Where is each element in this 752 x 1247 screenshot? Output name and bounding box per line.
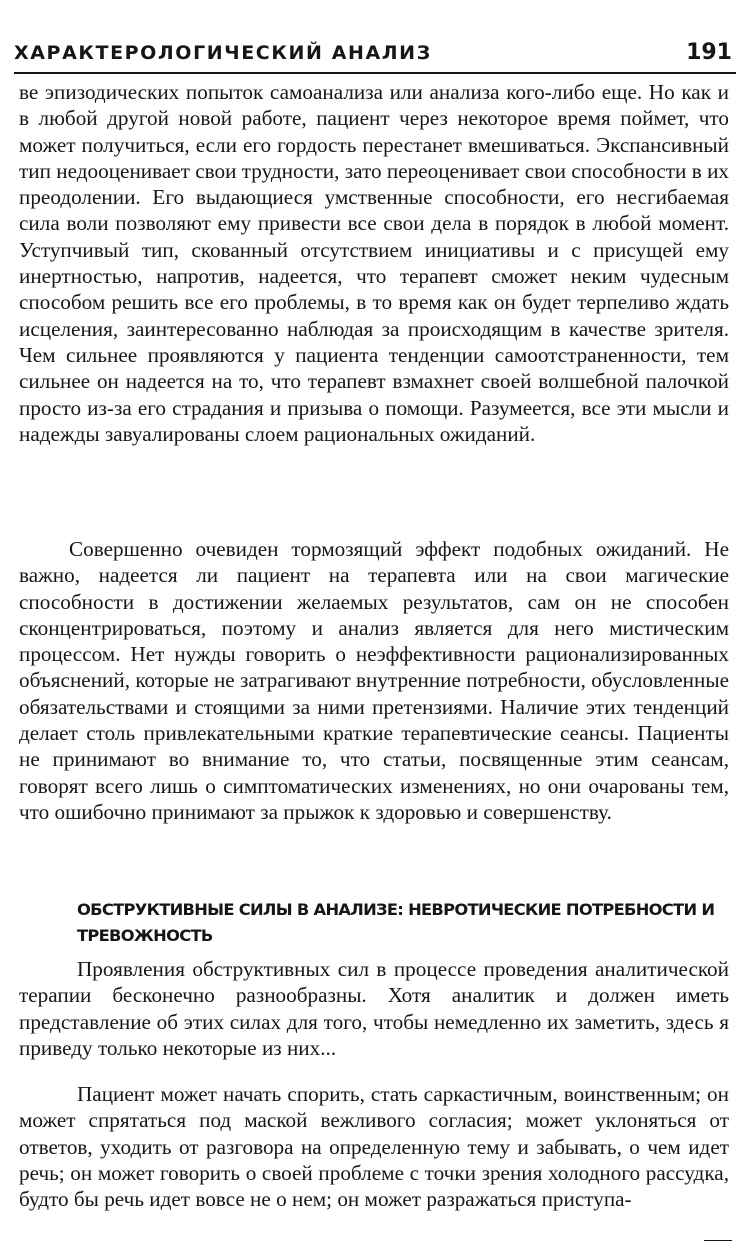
- paragraph-patient-reactions: Пациент может начать спорить, стать саркастичным, воинственным; он может спрятаться под маской вежливого согласия; может уклоняться от ответов, уходить от разговора на определенную тему и забывать, о чем идет речь; он может говорить о своей проблеме с точки зрения холодного рассудка, будто бы речь идет вовсе не о нем; он может разражаться приступа-: [19, 1082, 729, 1212]
- running-header: [14, 38, 736, 74]
- bottom-corner-rule: [704, 1240, 732, 1241]
- paragraph-inhibiting-effect: Совершенно очевиден тормозящий эффект подобных ожиданий. Не важно, надеется ли пациент на терапевта или на свои магические способности в достижении желаемых результатов, сам он не способен сконцентрироваться, поэтому и анализ является для него мистическим процессом. Нет нужды говорить о неэффективности рационализированных объяснений, которые не затрагивают внутренние потребности, обусловленные обязательствами и стоящими за ними претензиями. Наличие этих тенденций делает столь привлекательными краткие терапевтические сеансы. Пациенты не принимают во внимание то, что статьи, посвященные этим сеансам, говорят всего лишь о симптоматических изменениях, но они очарованы тем, что ошибочно принимают за прыжок к здоровью и совершенству.: [19, 537, 729, 824]
- paragraph-continuation: ве эпизодических попыток самоанализа или анализа кого-либо еще. Но как и в любой другой новой работе, пациент через некоторое время поймет, что может получиться, если его гордость перестанет вмешиваться. Экспансивный тип недооценивает свои трудности, зато переоценивает свои способности в их преодолении. Его выдающиеся умственные способности, его несгибаемая сила воли позволяют ему привести все свои дела в порядок в любой момент. Уступчивый тип, скованный отсутствием инициативы и с присущей ему инертностью, напротив, надеется, что терапевт сможет неким чудесным способом решить все его проблемы, в то время как он будет терпеливо ждать исцеления, заинтересованно наблюдая за происходящим в качестве зрителя. Чем сильнее проявляются у пациента тенденции самоотстраненности, тем сильнее он надеется на то, что терапевт взмахнет своей волшебной палочкой просто из-за его страдания и призыва о помощи. Разумеется, все эти мысли и надежды завуалированы слоем рациональных ожиданий.: [19, 80, 729, 446]
- running-title: ХАРАКТЕРОЛОГИЧЕСКИЙ АНАЛИЗ: [14, 42, 432, 64]
- section-heading: ОБСТРУКТИВНЫЕ СИЛЫ В АНАЛИЗЕ: НЕВРОТИЧЕСКИЕ ПОТРЕБНОСТИ И ТРЕВОЖНОСТЬ: [77, 900, 715, 945]
- page-number: 191: [686, 40, 732, 65]
- paragraph-obstructive-forces: Проявления обструктивных сил в процессе проведения аналитической терапии бесконечно разнообразны. Хотя аналитик и должен иметь представление об этих силах для того, чтобы немедленно их заметить, здесь я приведу только некоторые из них...: [19, 957, 729, 1060]
